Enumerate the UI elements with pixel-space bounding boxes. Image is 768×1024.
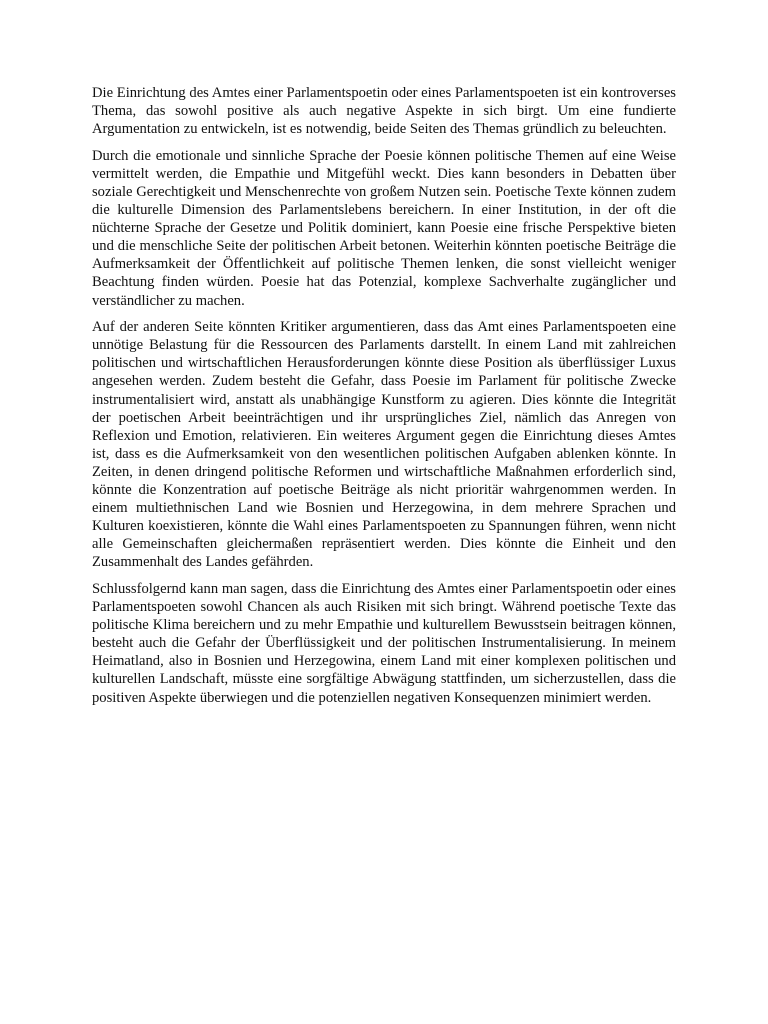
paragraph-introduction: Die Einrichtung des Amtes einer Parlamentspoetin oder eines Parlamentspoeten ist ein kontroverses Thema, das sowohl positive als auch negative Aspekte in sich birgt. Um eine fundierte Argumentation zu entwickeln, ist es notwendig, beide Seiten des Themas gründlich zu beleuchten.	[92, 85, 676, 138]
paragraph-arguments-against: Auf der anderen Seite könnten Kritiker argumentieren, dass das Amt eines Parlamentspoeten eine unnötige Belastung für die Ressourcen des Parlaments darstellt. In einem Land mit zahlreichen politischen und wirtschaftlichen Herausforderungen könnte diese Position als überflüssiger Luxus angesehen werden. Zudem besteht die Gefahr, dass Poesie im Parlament für politische Zwecke instrumentalisiert wird, anstatt als unabhängige Kunstform zu agieren. Dies könnte die Integrität der poetischen Arbeit beeinträchtigen und ihr ursprüngliches Ziel, nämlich das Anregen von Reflexion und Emotion, relativieren. Ein weiteres Argument gegen die Einrichtung dieses Amtes ist, dass es die Aufmerksamkeit von den wesentlichen politischen Aufgaben ablenken könnte. In Zeiten, in denen dringend politische Reformen und wirtschaftliche Maßnahmen erforderlich sind, könnte die Konzentration auf poetische Beiträge als nicht prioritär wahrgenommen werden. In einem multiethnischen Land wie Bosnien und Herzegowina, in dem mehrere Sprachen und Kulturen koexistieren, könnte die Wahl eines Parlamentspoeten zu Spannungen führen, wenn nicht alle Gemeinschaften gleichermaßen repräsentiert werden. Dies könnte die Einheit und den Zusammenhalt des Landes gefährden.	[92, 319, 676, 571]
paragraph-arguments-for: Durch die emotionale und sinnliche Sprache der Poesie können politische Themen auf eine Weise vermittelt werden, die Empathie und Mitgefühl weckt. Dies kann besonders in Debatten über soziale Gerechtigkeit und Menschenrechte von großem Nutzen sein. Poetische Texte können zudem die kulturelle Dimension des Parlamentslebens bereichern. In einer Institution, in der oft die nüchterne Sprache der Gesetze und Politik dominiert, kann Poesie eine frische Perspektive bieten und die menschliche Seite der politischen Arbeit betonen. Weiterhin könnten poetische Beiträge die Aufmerksamkeit der Öffentlichkeit auf politische Themen lenken, die sonst vielleicht weniger Beachtung finden würden. Poesie hat das Potenzial, komplexe Sachverhalte zugänglicher und verständlicher zu machen.	[92, 147, 676, 309]
paragraph-conclusion: Schlussfolgernd kann man sagen, dass die Einrichtung des Amtes einer Parlamentspoetin oder eines Parlamentspoeten sowohl Chancen als auch Risiken mit sich bringt. Während poetische Texte das politische Klima bereichern und zu mehr Empathie und kulturellem Bewusstsein beitragen können, besteht auch die Gefahr der Überflüssigkeit und der politischen Instrumentalisierung. In meinem Heimatland, also in Bosnien und Herzegowina, einem Land mit einer komplexen politischen und kulturellen Landschaft, müsste eine sorgfältige Abwägung stattfinden, um sicherzustellen, dass die positiven Aspekte überwiegen und die potenziellen negativen Konsequenzen minimiert werden.	[92, 580, 676, 706]
document-body	[92, 84, 676, 715]
